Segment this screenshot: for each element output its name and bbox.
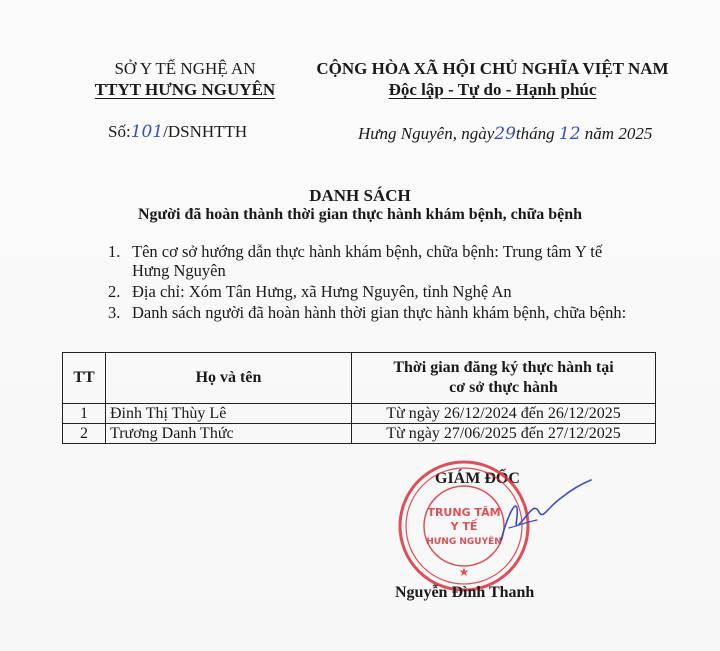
stamp-line3: HƯNG NGUYÊN <box>426 537 502 547</box>
doc-number-handwritten: 101 <box>130 122 164 142</box>
list-item <box>108 303 628 322</box>
practitioner-table <box>62 352 656 444</box>
list-item-text: Địa chỉ: Xóm Tân Hưng, xã Hưng Nguyên, tỉnh Nghệ An <box>132 282 512 301</box>
cell-name: Đinh Thị Thùy Lê <box>106 404 352 424</box>
date-month: 12 <box>558 124 581 144</box>
list-item-text: Tên cơ sở hướng dẫn thực hành khám bệnh, chữa bệnh: Trung tâm Y tế Hưng Nguyên <box>132 242 603 280</box>
list-item <box>108 242 628 280</box>
table-header-row <box>63 353 656 404</box>
header-time-line2: cơ sở thực hành <box>449 379 558 396</box>
table-row <box>63 424 656 444</box>
cell-tt: 2 <box>63 424 106 444</box>
doc-number-suffix: /DSNHTTH <box>163 122 248 141</box>
cell-tt: 1 <box>63 404 106 424</box>
cell-name: Trương Danh Thức <box>106 424 352 444</box>
agency-parent: SỞ Y TẾ NGHỆ AN <box>114 59 256 78</box>
list-item-number: 3. <box>108 303 121 322</box>
stamp-star-icon: ★ <box>458 565 470 579</box>
national-header <box>295 58 690 100</box>
cell-time: Từ ngày 27/06/2025 đến 27/12/2025 <box>352 424 656 444</box>
month-label: tháng <box>515 124 555 143</box>
place-prefix: Hưng Nguyên, ngày <box>358 124 495 143</box>
stamp-line2: Y TẾ <box>450 520 478 533</box>
place-date <box>358 124 652 144</box>
document-title: DANH SÁCH <box>309 186 411 205</box>
header-time <box>352 353 656 404</box>
table-row <box>63 404 656 424</box>
header-time-line1: Thời gian đăng ký thực hành tại <box>393 359 614 376</box>
document-subtitle: Người đã hoàn thành thời gian thực hành khám bệnh, chữa bệnh <box>138 206 582 223</box>
stamp-line1: TRUNG TÂM <box>427 506 501 519</box>
list-item-number: 1. <box>108 242 121 261</box>
date-day: 29 <box>494 124 516 144</box>
list-item-number: 2. <box>108 282 121 301</box>
list-item <box>108 282 628 301</box>
agency-header <box>70 58 300 100</box>
signer-position: GIÁM ĐỐC <box>435 470 520 487</box>
document-number <box>108 122 247 142</box>
national-motto: Độc lập - Tự do - Hạnh phúc <box>388 80 597 99</box>
header-name: Họ và tên <box>106 353 352 404</box>
nation-title: CỘNG HÒA XÃ HỘI CHỦ NGHĨA VIỆT NAM <box>316 59 669 78</box>
handwritten-signature <box>465 468 595 548</box>
signer-name: Nguyễn Đình Thanh <box>395 584 535 601</box>
cell-time: Từ ngày 26/12/2024 đến 26/12/2025 <box>352 404 656 424</box>
header-tt: TT <box>63 353 106 404</box>
info-list <box>108 242 628 324</box>
year-label: năm 2025 <box>584 124 653 143</box>
list-item-text: Danh sách người đã hoàn hành thời gian thực hành khám bệnh, chữa bệnh: <box>132 303 627 322</box>
agency-name: TTYT HƯNG NGUYÊN <box>94 80 276 99</box>
doc-number-prefix: Số: <box>108 122 131 141</box>
